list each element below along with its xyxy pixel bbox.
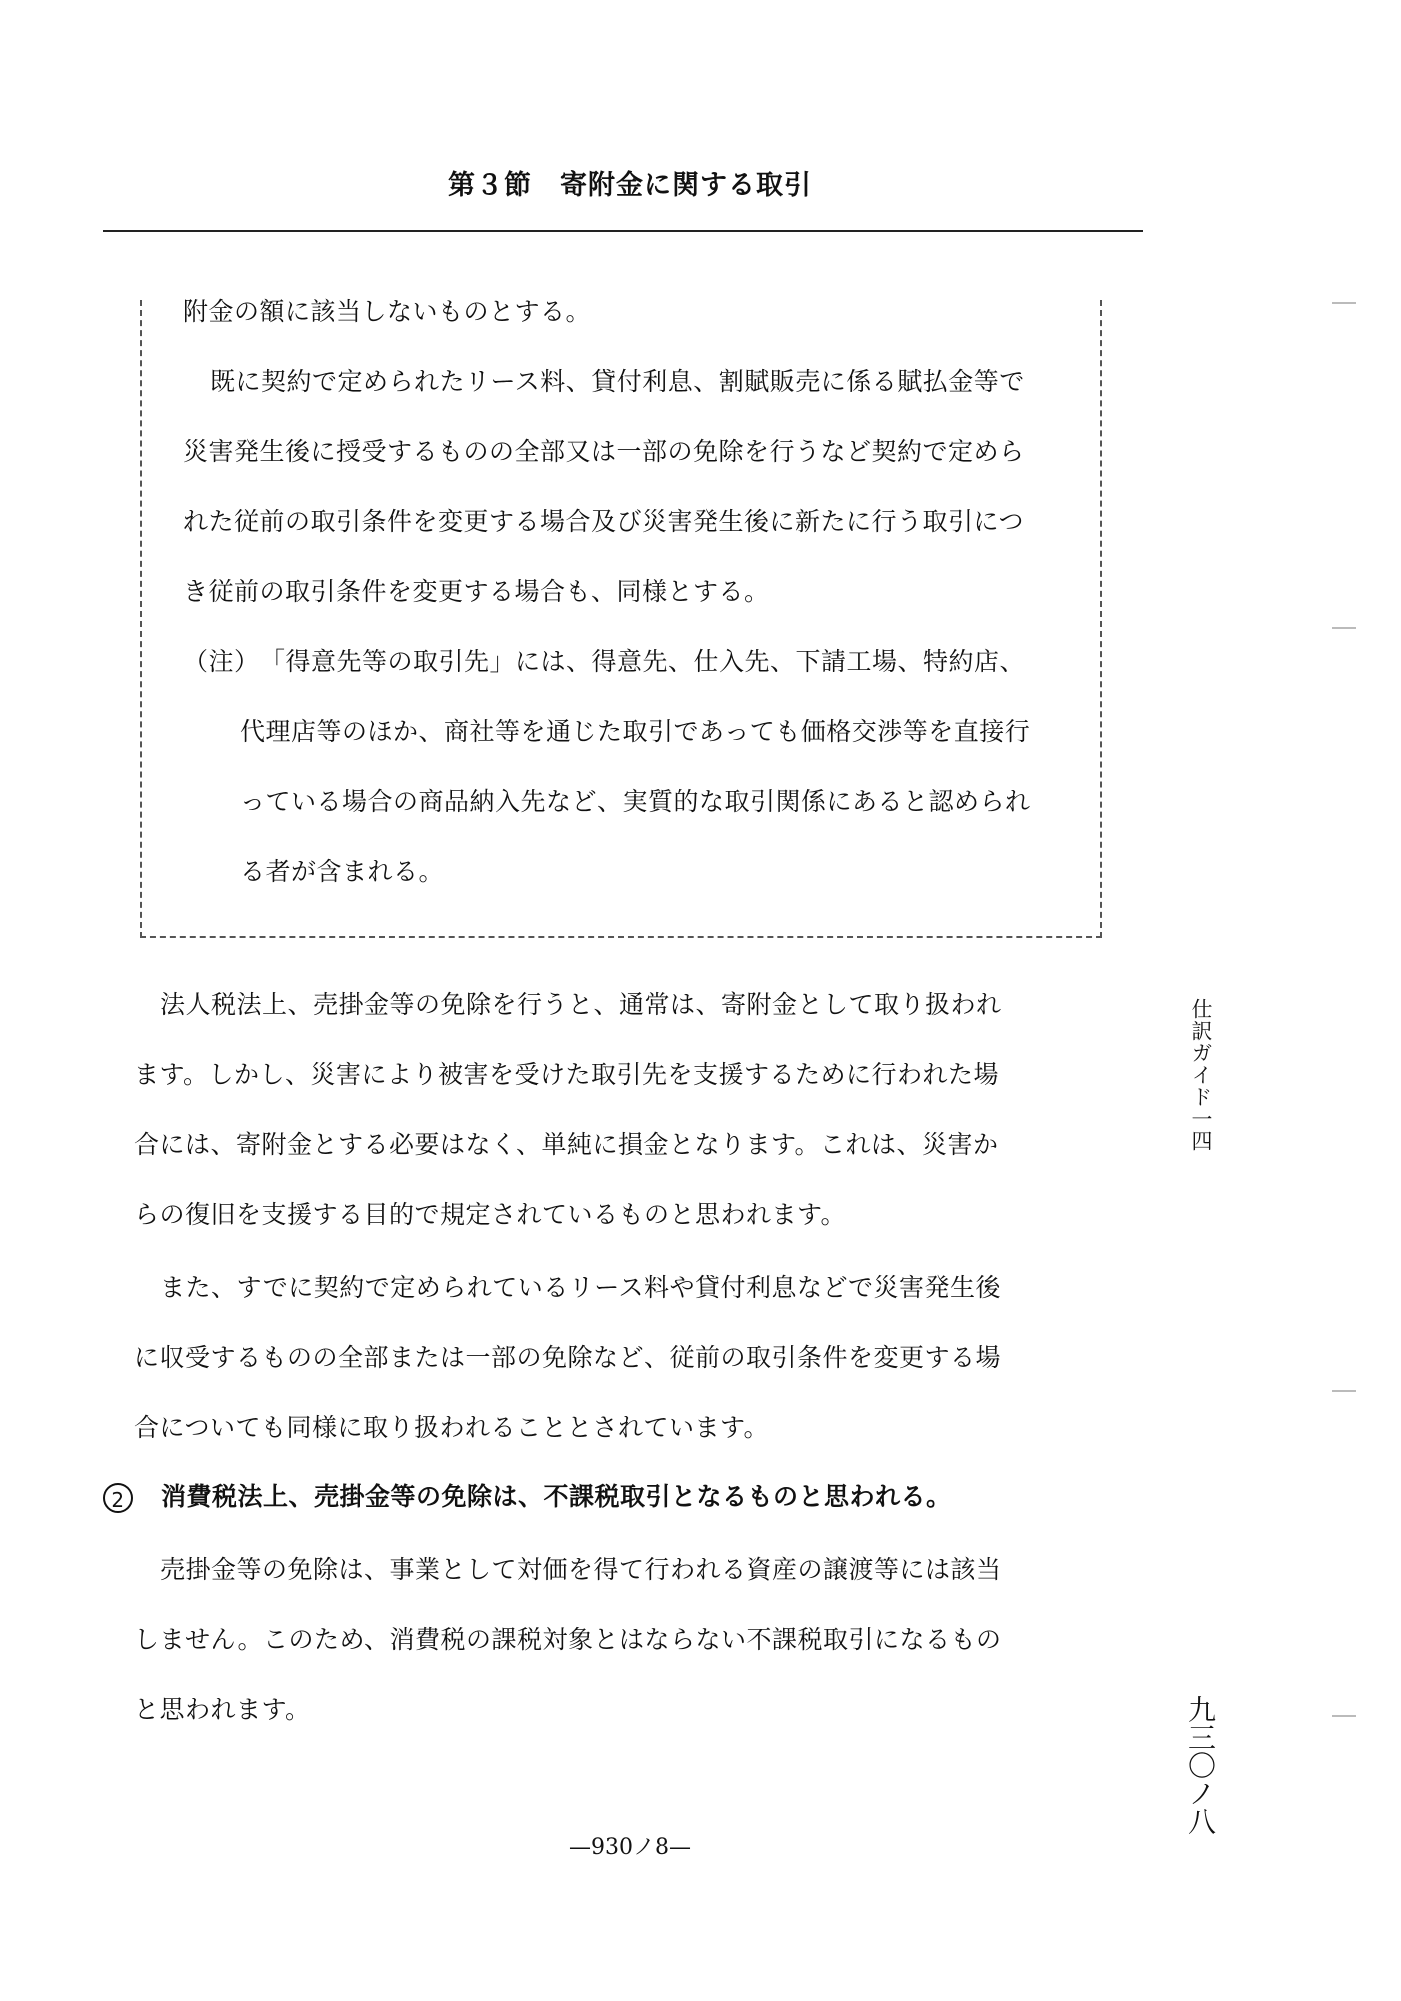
side-page-number: 九三〇ノ八 <box>1184 1695 1217 1835</box>
quote-line: 既に契約で定められたリース料、貸付利息、割賦販売に係る賦払金等で <box>210 367 1025 396</box>
quote-line: 災害発生後に授受するものの全部又は一部の免除を行うなど契約で定めら <box>183 437 1025 466</box>
page-number: —930ノ8— <box>569 1835 691 1860</box>
body-line: 法人税法上、売掛金等の免除を行うと、通常は、寄附金として取り扱われ <box>160 990 1002 1019</box>
header-rule <box>103 230 1143 232</box>
side-guide-label: 仕訳ガイド一四 <box>1189 998 1213 1152</box>
binder-hole-mark <box>1332 627 1356 629</box>
quote-line: れた従前の取引条件を変更する場合及び災害発生後に新たに行う取引につ <box>183 507 1025 536</box>
body-line: 合についても同様に取り扱われることとされています。 <box>134 1413 770 1442</box>
quote-line: 附金の額に該当しないものとする。 <box>183 297 592 326</box>
binder-hole-mark <box>1332 1715 1356 1717</box>
body-line: ます。しかし、災害により被害を受けた取引先を支援するために行われた場 <box>134 1060 1000 1089</box>
section-heading-text: 消費税法上、売掛金等の免除は、不課税取引となるものと思われる。 <box>161 1482 952 1511</box>
quote-note-line: 代理店等のほか、商社等を通じた取引であっても価格交渉等を直接行 <box>240 717 1031 746</box>
quote-line: き従前の取引条件を変更する場合も、同様とする。 <box>183 577 770 606</box>
binder-hole-mark <box>1332 302 1356 304</box>
quote-note-line: っている場合の商品納入先など、実質的な取引関係にあると認められ <box>240 787 1031 816</box>
body-line: しません。このため、消費税の課税対象とはならない不課税取引になるもの <box>134 1625 1002 1654</box>
body-line: と思われます。 <box>134 1695 311 1724</box>
body-line: 合には、寄附金とする必要はなく、単純に損金となります。これは、災害か <box>134 1130 999 1159</box>
binder-hole-mark <box>1332 1390 1356 1392</box>
quote-note-line: る者が含まれる。 <box>240 857 445 886</box>
body-line: また、すでに契約で定められているリース料や貸付利息などで災害発生後 <box>160 1273 1002 1302</box>
circled-number: 2 <box>103 1483 133 1513</box>
page-title: 第３節 寄附金に関する取引 <box>448 170 812 201</box>
body-line: に収受するものの全部または一部の免除など、従前の取引条件を変更する場 <box>134 1343 1002 1372</box>
body-line: らの復旧を支援する目的で規定されているものと思われます。 <box>134 1200 847 1229</box>
section-heading <box>103 1482 952 1513</box>
quote-note-line: （注） 「得意先等の取引先」には、得意先、仕入先、下請工場、特約店、 <box>183 647 1026 676</box>
body-line: 売掛金等の免除は、事業として対価を得て行われる資産の譲渡等には該当 <box>160 1555 1002 1584</box>
